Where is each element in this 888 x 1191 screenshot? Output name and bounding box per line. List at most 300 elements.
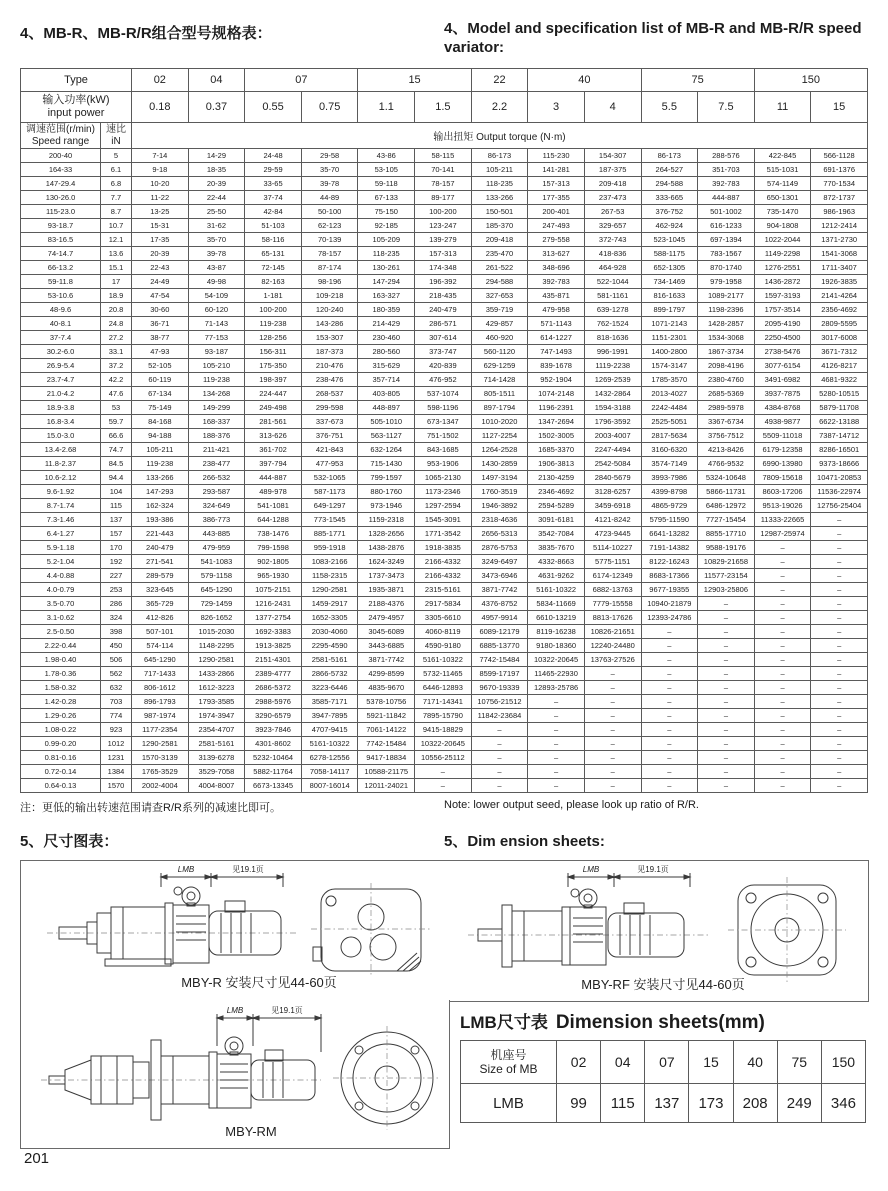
torque-cell: – [584, 709, 641, 723]
torque-cell: – [754, 695, 811, 709]
torque-cell: 799-1597 [358, 471, 415, 485]
ratio-cell: 27.2 [101, 331, 132, 345]
input-power-value: 4 [584, 92, 641, 123]
torque-cell: 541-1081 [245, 499, 302, 513]
torque-cell: 816-1633 [641, 289, 698, 303]
page-number: 201 [24, 1150, 50, 1167]
torque-cell: 3542-7084 [528, 527, 585, 541]
torque-cell: 1127-2254 [471, 429, 528, 443]
spec-row [21, 751, 868, 765]
type-col-02: 02 [132, 69, 189, 92]
torque-cell: 1075-2151 [245, 583, 302, 597]
torque-cell: 1149-2298 [754, 247, 811, 261]
speed-range-cell: 74-14.7 [21, 247, 101, 261]
input-power-value: 0.55 [245, 92, 302, 123]
torque-cell: 3947-7895 [301, 709, 358, 723]
torque-cell: 7058-14117 [301, 765, 358, 779]
torque-cell: 268-537 [301, 387, 358, 401]
ratio-cell: 15.1 [101, 261, 132, 275]
torque-cell: 2318-4636 [471, 513, 528, 527]
ratio-cell: 137 [101, 513, 132, 527]
torque-cell: – [641, 779, 698, 793]
spec-row [21, 191, 868, 205]
torque-cell: 230-460 [358, 331, 415, 345]
torque-cell: 4590-9180 [415, 639, 472, 653]
torque-cell: 174-348 [415, 261, 472, 275]
torque-cell: 12987-25974 [754, 527, 811, 541]
torque-cell: 10471-20853 [811, 471, 868, 485]
torque-cell: – [584, 765, 641, 779]
torque-cell: 588-1175 [641, 247, 698, 261]
torque-cell: 1433-2866 [188, 667, 245, 681]
speed-range-cell: 23.7-4.7 [21, 373, 101, 387]
torque-cell: 17-35 [132, 233, 189, 247]
ratio-cell: 24.8 [101, 317, 132, 331]
torque-cell: 327-653 [471, 289, 528, 303]
speed-range-cell: 5.9-1.18 [21, 541, 101, 555]
torque-cell: 899-1797 [641, 303, 698, 317]
torque-cell: – [698, 709, 755, 723]
speed-range-cell: 16.8-3.4 [21, 415, 101, 429]
torque-cell: 735-1470 [754, 205, 811, 219]
torque-cell: 261-522 [471, 261, 528, 275]
torque-cell: 1771-3542 [415, 527, 472, 541]
section4-title-zh: 4、MB-R、MB-R/R组合型号规格表： [20, 25, 272, 42]
torque-cell: 783-1567 [698, 247, 755, 261]
torque-cell: 87-174 [301, 261, 358, 275]
torque-cell: 3574-7149 [641, 457, 698, 471]
torque-cell: 2003-4007 [584, 429, 641, 443]
torque-cell: 10829-21658 [698, 555, 755, 569]
torque-cell: 959-1918 [301, 541, 358, 555]
torque-cell: 3459-6918 [584, 499, 641, 513]
torque-cell: 3871-7742 [471, 583, 528, 597]
torque-cell: 12903-25806 [698, 583, 755, 597]
torque-cell: 10588-21175 [358, 765, 415, 779]
torque-cell: 6610-13219 [528, 611, 585, 625]
torque-cell: 6486-12972 [698, 499, 755, 513]
torque-cell: 4060-8119 [415, 625, 472, 639]
torque-cell: 1612-3223 [188, 681, 245, 695]
torque-cell: 443-885 [188, 527, 245, 541]
ratio-cell: 157 [101, 527, 132, 541]
torque-cell: 22-43 [132, 261, 189, 275]
torque-cell: – [528, 695, 585, 709]
torque-cell: – [754, 737, 811, 751]
type-col-04: 04 [188, 69, 245, 92]
speed-range-cell: 40-8.1 [21, 317, 101, 331]
torque-cell: 773-1545 [301, 513, 358, 527]
torque-cell: 1436-2872 [754, 275, 811, 289]
torque-cell: – [641, 667, 698, 681]
ratio-cell: 1570 [101, 779, 132, 793]
torque-cell: 24-49 [132, 275, 189, 289]
torque-cell: 4384-8768 [754, 401, 811, 415]
lmb-title-en: Dimension sheets(mm) [555, 1012, 765, 1033]
torque-cell: 150-501 [471, 205, 528, 219]
torque-cell: 8007-16014 [301, 779, 358, 793]
torque-cell: 8855-17710 [698, 527, 755, 541]
torque-cell: 7727-15454 [698, 513, 755, 527]
round-flange-end-view [333, 1026, 441, 1130]
lmb-value-cell: 115 [601, 1084, 645, 1123]
speed-range-cell: 93-18.7 [21, 219, 101, 233]
torque-cell: 1158-2315 [301, 569, 358, 583]
torque-cell: 198-397 [245, 373, 302, 387]
torque-cell: – [641, 765, 698, 779]
torque-cell: 4004-8007 [188, 779, 245, 793]
torque-cell: 147-293 [132, 485, 189, 499]
torque-cell: 2840-5679 [584, 471, 641, 485]
torque-cell: – [811, 597, 868, 611]
torque-cell: 49-98 [188, 275, 245, 289]
spec-row [21, 485, 868, 499]
torque-cell: – [641, 681, 698, 695]
torque-cell: 1918-3835 [415, 541, 472, 555]
torque-cell: 1785-3570 [641, 373, 698, 387]
torque-cell: 128-256 [245, 331, 302, 345]
torque-cell: 119-238 [132, 457, 189, 471]
torque-cell: 44-89 [301, 191, 358, 205]
note-en: Note: lower output seed, please look up ratio of R/R. [444, 799, 699, 811]
mby-rf-panel [448, 860, 869, 1002]
torque-cell: 1119-2238 [584, 359, 641, 373]
mby-r-panel [20, 860, 450, 1002]
torque-cell: 1497-3194 [471, 471, 528, 485]
torque-cell: 479-959 [188, 541, 245, 555]
mby-rf-caption: MBY-RF 安装尺寸见44-60页 [581, 977, 745, 992]
torque-cell: 50-100 [301, 205, 358, 219]
torque-cell: 10322-20645 [415, 737, 472, 751]
mby-rm-drawing [21, 1000, 447, 1146]
torque-cell: 373-747 [415, 345, 472, 359]
torque-cell: 614-1227 [528, 331, 585, 345]
ratio-cell: 66.6 [101, 429, 132, 443]
ratio-cell: 94.4 [101, 471, 132, 485]
torque-cell: 806-1612 [132, 681, 189, 695]
torque-cell: 20-39 [188, 177, 245, 191]
ratio-cell: 10.7 [101, 219, 132, 233]
torque-cell: 240-479 [415, 303, 472, 317]
ref-dim-label: 见19.1页 [271, 1006, 303, 1015]
lmb-row-label: LMB [461, 1084, 557, 1123]
torque-cell: – [698, 653, 755, 667]
torque-cell: 22-44 [188, 191, 245, 205]
torque-cell: 20-39 [132, 247, 189, 261]
torque-cell: – [528, 737, 585, 751]
torque-cell: – [811, 653, 868, 667]
lmb-dim-label: LMB [582, 865, 600, 874]
torque-cell: 1796-3592 [584, 415, 641, 429]
torque-cell: 3671-7312 [811, 345, 868, 359]
torque-cell: 4766-9532 [698, 457, 755, 471]
torque-cell: 286-571 [415, 317, 472, 331]
torque-cell: 537-1074 [415, 387, 472, 401]
torque-cell: – [698, 723, 755, 737]
torque-cell: 3871-7742 [358, 653, 415, 667]
torque-cell: 157-313 [415, 247, 472, 261]
spec-row [21, 779, 868, 793]
torque-cell: 70-141 [415, 163, 472, 177]
torque-cell: 2295-4590 [301, 639, 358, 653]
ratio-cell: 104 [101, 485, 132, 499]
ratio-cell: 6.8 [101, 177, 132, 191]
torque-cell: 9415-18829 [415, 723, 472, 737]
torque-cell: – [811, 611, 868, 625]
torque-cell: – [811, 709, 868, 723]
torque-cell: 153-307 [301, 331, 358, 345]
torque-cell: 31-62 [188, 219, 245, 233]
flange-end-view [728, 877, 846, 983]
spec-row [21, 149, 868, 163]
section5-title-en: 5、Dim ension sheets: [444, 833, 605, 850]
speed-range-cell: 0.64-0.13 [21, 779, 101, 793]
lmb-table [460, 1040, 866, 1123]
torque-cell: 115-230 [528, 149, 585, 163]
torque-cell: 4631-9262 [528, 569, 585, 583]
torque-cell: 376-751 [301, 429, 358, 443]
torque-cell: 147-294 [358, 275, 415, 289]
torque-cell: 62-123 [301, 219, 358, 233]
torque-cell: 247-493 [528, 219, 585, 233]
torque-cell: 8813-17626 [584, 611, 641, 625]
torque-cell: 5775-1151 [584, 555, 641, 569]
torque-cell: 10940-21879 [641, 597, 698, 611]
torque-cell: – [811, 723, 868, 737]
torque-cell: 1198-2396 [698, 303, 755, 317]
torque-cell: 5882-11764 [245, 765, 302, 779]
torque-cell: – [698, 737, 755, 751]
lmb-header-row [461, 1041, 866, 1084]
torque-cell: 8122-16243 [641, 555, 698, 569]
torque-cell: 5232-10464 [245, 751, 302, 765]
type-col-22: 22 [471, 69, 528, 92]
ratio-cell: 227 [101, 569, 132, 583]
torque-cell: 11842-23684 [471, 709, 528, 723]
torque-cell: 1906-3813 [528, 457, 585, 471]
torque-cell: – [754, 765, 811, 779]
torque-cell: 6622-13188 [811, 415, 868, 429]
ratio-label-zh: 速比 [106, 124, 126, 135]
torque-cell: 885-1771 [301, 527, 358, 541]
torque-cell: – [698, 611, 755, 625]
torque-cell: 3128-6257 [584, 485, 641, 499]
size-label-zh: 机座号 [490, 1047, 527, 1062]
torque-cell: 1974-3947 [188, 709, 245, 723]
ratio-cell: 1231 [101, 751, 132, 765]
torque-cell: 43-87 [188, 261, 245, 275]
torque-cell: 315-629 [358, 359, 415, 373]
torque-cell: 13-25 [132, 205, 189, 219]
torque-cell: 3305-6610 [415, 611, 472, 625]
torque-cell: 5795-11590 [641, 513, 698, 527]
torque-cell: 3045-6089 [358, 625, 415, 639]
spec-row [21, 555, 868, 569]
speed-range-cell: 10.6-2.12 [21, 471, 101, 485]
torque-cell: – [584, 779, 641, 793]
torque-cell: 629-1259 [471, 359, 528, 373]
dimension-lines [568, 873, 690, 887]
torque-cell: 523-1045 [641, 233, 698, 247]
torque-cell: 1913-3825 [245, 639, 302, 653]
torque-cell: 5834-11669 [528, 597, 585, 611]
torque-cell: 4707-9415 [301, 723, 358, 737]
torque-cell: 6990-13980 [754, 457, 811, 471]
ratio-cell: 450 [101, 639, 132, 653]
lmb-value-cell: 208 [733, 1084, 777, 1123]
torque-cell: 4126-8217 [811, 359, 868, 373]
torque-cell: 3223-6446 [301, 681, 358, 695]
mby-rm-panel [20, 1000, 450, 1149]
torque-cell: 392-783 [528, 275, 585, 289]
input-power-value: 1.1 [358, 92, 415, 123]
torque-cell: 3993-7986 [641, 471, 698, 485]
torque-cell: 1290-2581 [132, 737, 189, 751]
torque-cell: 4835-9670 [358, 681, 415, 695]
speed-range-cell: 53-10.6 [21, 289, 101, 303]
torque-cell: 826-1652 [188, 611, 245, 625]
torque-cell: 2247-4494 [584, 443, 641, 457]
torque-cell: 235-470 [471, 247, 528, 261]
torque-cell: 75-149 [132, 401, 189, 415]
speed-range-cell: 1.29-0.26 [21, 709, 101, 723]
torque-cell: 1328-2656 [358, 527, 415, 541]
torque-cell: 6179-12358 [754, 443, 811, 457]
torque-cell: 6882-13763 [584, 583, 641, 597]
torque-cell: 54-109 [188, 289, 245, 303]
torque-cell: 2013-4027 [641, 387, 698, 401]
torque-cell: 359-719 [471, 303, 528, 317]
torque-cell: 209-418 [471, 233, 528, 247]
torque-cell: 1015-2030 [188, 625, 245, 639]
gearmotor-side-view [49, 1037, 315, 1120]
torque-cell: 119-238 [188, 373, 245, 387]
torque-cell: 141-281 [528, 163, 585, 177]
torque-cell: 6446-12893 [415, 681, 472, 695]
torque-cell: 100-200 [415, 205, 472, 219]
torque-cell: 59-118 [358, 177, 415, 191]
spec-row [21, 219, 868, 233]
torque-cell: 645-1290 [188, 583, 245, 597]
spec-row [21, 611, 868, 625]
torque-cell: 4957-9914 [471, 611, 528, 625]
torque-cell: 60-119 [132, 373, 189, 387]
torque-cell: 289-579 [132, 569, 189, 583]
torque-cell: 94-188 [132, 429, 189, 443]
torque-cell: 1089-2177 [698, 289, 755, 303]
torque-cell: 1173-2346 [415, 485, 472, 499]
torque-cell: 515-1031 [754, 163, 811, 177]
ratio-cell: 115 [101, 499, 132, 513]
spec-row [21, 345, 868, 359]
torque-cell: – [471, 751, 528, 765]
spec-table-body [21, 149, 868, 793]
ratio-cell: 774 [101, 709, 132, 723]
gearmotor-side-view [59, 887, 281, 966]
torque-cell: 118-235 [358, 247, 415, 261]
torque-cell: 10556-25112 [415, 751, 472, 765]
ratio-cell: 74.7 [101, 443, 132, 457]
torque-cell: 479-958 [528, 303, 585, 317]
torque-cell: – [528, 779, 585, 793]
torque-cell: 5866-11731 [698, 485, 755, 499]
torque-cell: – [698, 695, 755, 709]
torque-cell: 105-211 [132, 443, 189, 457]
torque-cell: 105-209 [358, 233, 415, 247]
torque-cell: 1065-2130 [415, 471, 472, 485]
torque-cell: 365-729 [132, 597, 189, 611]
torque-cell: – [528, 765, 585, 779]
type-col-15: 15 [358, 69, 471, 92]
torque-cell: – [811, 639, 868, 653]
torque-cell: 2525-5051 [641, 415, 698, 429]
torque-cell: 1264-2528 [471, 443, 528, 457]
torque-cell: 1400-2800 [641, 345, 698, 359]
torque-cell: 1867-3734 [698, 345, 755, 359]
torque-cell: – [754, 611, 811, 625]
torque-cell: 9588-19176 [698, 541, 755, 555]
speed-range-cell: 4.4-0.88 [21, 569, 101, 583]
torque-cell: 5280-10515 [811, 387, 868, 401]
torque-cell: – [641, 639, 698, 653]
ratio-cell: 253 [101, 583, 132, 597]
torque-cell: 1196-2391 [528, 401, 585, 415]
torque-cell: 3139-6278 [188, 751, 245, 765]
torque-cell: 8286-16501 [811, 443, 868, 457]
torque-cell: 2389-4777 [245, 667, 302, 681]
torque-cell: 444-887 [698, 191, 755, 205]
lmb-title-zh: LMB尺寸表 [460, 1013, 548, 1032]
torque-cell: 435-871 [528, 289, 585, 303]
torque-cell: 10322-20645 [528, 653, 585, 667]
torque-cell: 92-185 [358, 219, 415, 233]
torque-cell: 156-311 [245, 345, 302, 359]
torque-cell: – [471, 723, 528, 737]
torque-cell: 348-696 [528, 261, 585, 275]
torque-cell: 51-103 [245, 219, 302, 233]
torque-cell: 1071-2143 [641, 317, 698, 331]
torque-cell: 293-587 [188, 485, 245, 499]
torque-cell: 462-924 [641, 219, 698, 233]
type-col-07: 07 [245, 69, 358, 92]
torque-cell: – [754, 751, 811, 765]
torque-cell: 2141-4264 [811, 289, 868, 303]
torque-cell: 715-1430 [358, 457, 415, 471]
speed-range-label-en: Speed range [31, 135, 90, 147]
torque-cell: 1216-2431 [245, 597, 302, 611]
torque-cell: 12893-25786 [528, 681, 585, 695]
torque-cell: 35-70 [188, 233, 245, 247]
torque-cell: 897-1794 [471, 401, 528, 415]
torque-cell: 67-134 [132, 387, 189, 401]
torque-cell: – [415, 779, 472, 793]
torque-cell: – [528, 751, 585, 765]
spec-row [21, 681, 868, 695]
torque-cell: 5732-11465 [415, 667, 472, 681]
torque-cell: 39-78 [301, 177, 358, 191]
torque-cell: – [754, 597, 811, 611]
torque-cell: – [811, 583, 868, 597]
torque-cell: 25-50 [188, 205, 245, 219]
torque-cell: 1711-3407 [811, 261, 868, 275]
torque-cell: 139-279 [415, 233, 472, 247]
torque-cell: 1074-2148 [528, 387, 585, 401]
lmb-value-cell: 249 [777, 1084, 821, 1123]
speed-range-cell: 147-29.4 [21, 177, 101, 191]
torque-cell: 168-337 [188, 415, 245, 429]
spec-row [21, 233, 868, 247]
torque-cell: – [584, 723, 641, 737]
